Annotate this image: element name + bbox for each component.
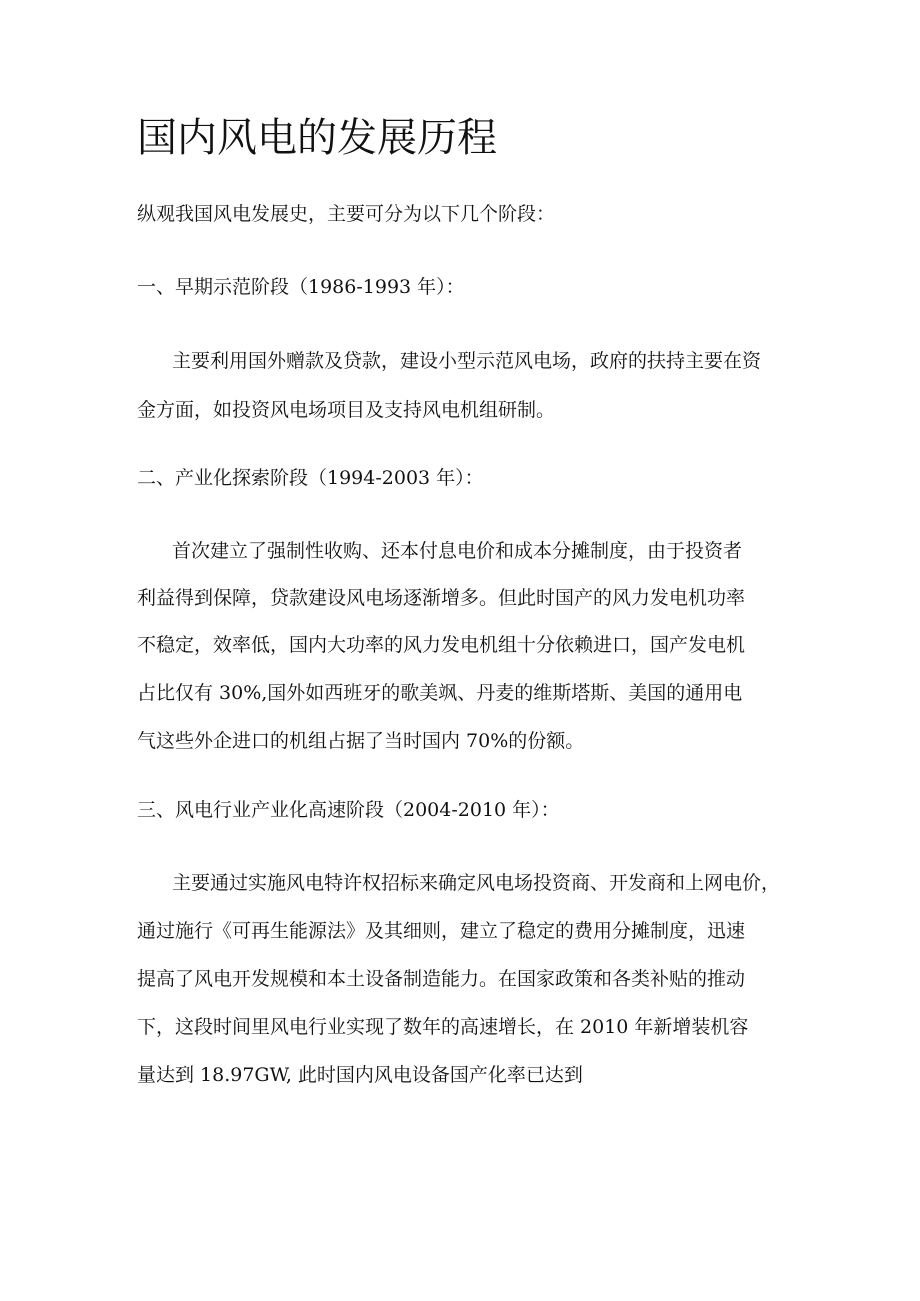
section-2-line-3: 不稳定，效率低，国内大功率的风力发电机组十分依赖进口，国产发电机: [137, 634, 746, 656]
section-3-line-5: 量达到 18.97GW, 此时国内风电设备国产化率已达到: [137, 1064, 583, 1086]
section-2-line-2: 利益得到保障，贷款建设风电场逐渐增多。但此时国产的风力发电机功率: [137, 587, 746, 609]
section-2-line-1: 首次建立了强制性收购、还本付息电价和成本分摊制度，由于投资者: [172, 540, 743, 562]
section-3-line-4: 下，这段时间里风电行业实现了数年的高速增长，在 2010 年新增装机容: [137, 1016, 749, 1038]
intro-paragraph: 纵观我国风电发展史，主要可分为以下几个阶段：: [137, 203, 556, 225]
section-2-heading: 二、产业化探索阶段（1994-2003 年）：: [137, 467, 484, 489]
section-3-heading: 三、风电行业产业化高速阶段（2004-2010 年）：: [137, 799, 560, 821]
section-3-line-3: 提高了风电开发规模和本土设备制造能力。在国家政策和各类补贴的推动: [137, 968, 746, 990]
section-1-line-2: 金方面，如投资风电场项目及支持风电机组研制。: [137, 399, 556, 421]
section-3-line-1: 主要通过实施风电特许权招标来确定风电场投资商、开发商和上网电价，: [172, 872, 781, 894]
section-1-line-1: 主要利用国外赠款及贷款，建设小型示范风电场，政府的扶持主要在资: [172, 350, 762, 372]
section-2-line-4: 占比仅有 30%,国外如西班牙的歌美飒、丹麦的维斯塔斯、美国的通用电: [137, 682, 743, 704]
section-1-heading: 一、早期示范阶段（1986-1993 年）：: [137, 276, 465, 298]
document-title: 国内风电的发展历程: [137, 115, 497, 161]
section-2-line-5: 气这些外企进口的机组占据了当时国内 70%的份额。: [137, 730, 585, 752]
section-3-line-2: 通过施行《可再生能源法》及其细则，建立了稳定的费用分摊制度，迅速: [137, 920, 746, 942]
